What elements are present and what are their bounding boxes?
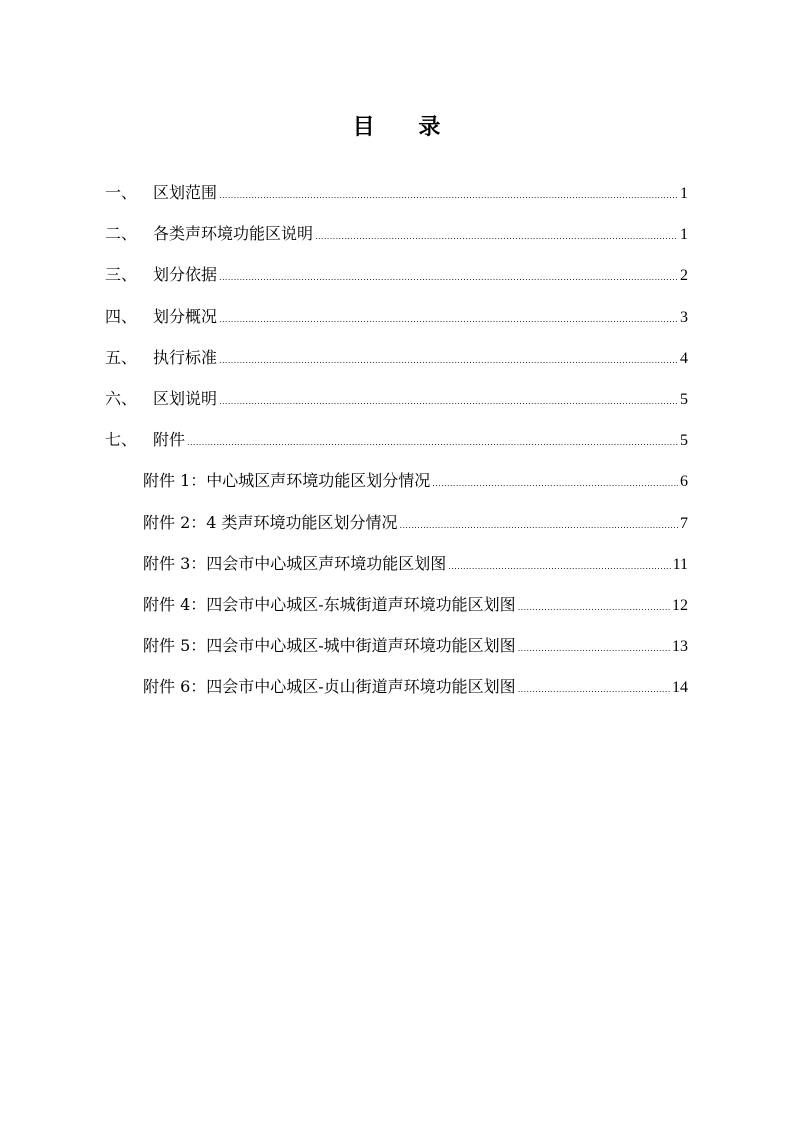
dot-leader bbox=[219, 257, 678, 298]
dot-leader bbox=[219, 340, 678, 381]
toc-entry-page: 4 bbox=[680, 349, 688, 367]
toc-subentry[interactable] bbox=[105, 584, 688, 625]
toc-entry-label: 区划范围 bbox=[153, 183, 218, 202]
toc-entry-page: 3 bbox=[680, 308, 688, 326]
dot-leader bbox=[315, 216, 678, 257]
toc-entry-label: 附件 3：四会市中心城区声环境功能区划图 bbox=[143, 553, 447, 573]
toc-entry-page: 5 bbox=[680, 390, 688, 408]
toc-entry-page: 11 bbox=[672, 555, 688, 573]
toc-entry-page: 1 bbox=[680, 226, 688, 244]
toc-entry-label: 附件 2：4 类声环境功能区划分情况 bbox=[143, 512, 398, 532]
toc-entry-page: 12 bbox=[672, 596, 688, 614]
toc-subentry[interactable] bbox=[105, 666, 688, 707]
toc-entry[interactable] bbox=[105, 419, 688, 460]
dot-leader bbox=[518, 587, 670, 628]
dot-leader bbox=[400, 505, 678, 546]
toc-entry-label: 附件 1：中心城区声环境功能区划分情况 bbox=[143, 471, 431, 491]
toc-subentry[interactable] bbox=[105, 502, 688, 543]
toc-entry-number: 五、 bbox=[105, 347, 138, 367]
toc-entry-page: 5 bbox=[680, 432, 688, 450]
page-title: 目 录 bbox=[352, 114, 459, 140]
toc-entry-label: 区划说明 bbox=[153, 388, 218, 408]
toc-subentry[interactable] bbox=[105, 460, 688, 501]
toc-entry[interactable] bbox=[105, 378, 688, 419]
toc-entry-page: 7 bbox=[680, 514, 688, 532]
toc-entry-label: 附件 5：四会市中心城区-城中街道声环境功能区划图 bbox=[143, 636, 516, 656]
toc-entry-number: 四、 bbox=[105, 306, 138, 326]
toc-entry-page: 14 bbox=[672, 679, 688, 697]
toc-entry[interactable] bbox=[105, 296, 688, 337]
toc-entry-label: 附件 bbox=[153, 430, 186, 450]
toc-subentry[interactable] bbox=[105, 625, 688, 666]
toc-entry-label: 划分概况 bbox=[153, 306, 218, 326]
toc-entry[interactable] bbox=[105, 254, 688, 295]
toc-entry-label: 各类声环境功能区说明 bbox=[153, 224, 314, 244]
dot-leader bbox=[219, 299, 678, 340]
toc-entry[interactable] bbox=[105, 213, 688, 254]
dot-leader bbox=[448, 546, 670, 587]
toc-entry-number: 七、 bbox=[105, 430, 138, 450]
toc-entry-label: 划分依据 bbox=[153, 265, 218, 285]
toc-entry[interactable] bbox=[105, 172, 688, 213]
dot-leader bbox=[187, 422, 678, 463]
dot-leader bbox=[219, 175, 678, 216]
toc-entry-label: 附件 4：四会市中心城区-东城街道声环境功能区划图 bbox=[143, 594, 516, 614]
toc-entry[interactable] bbox=[105, 337, 688, 378]
toc-entry-number: 六、 bbox=[105, 388, 138, 408]
toc-entry-number: 一、 bbox=[105, 183, 138, 202]
toc-entry-number: 三、 bbox=[105, 265, 138, 285]
dot-leader bbox=[432, 463, 678, 504]
toc-list bbox=[105, 172, 688, 707]
toc-entry-page: 2 bbox=[680, 267, 688, 285]
toc-subentry[interactable] bbox=[105, 543, 688, 584]
dot-leader bbox=[219, 381, 678, 422]
toc-entry-label: 附件 6：四会市中心城区-贞山街道声环境功能区划图 bbox=[143, 677, 516, 697]
toc-entry-page: 1 bbox=[680, 185, 688, 202]
toc-entry-number: 二、 bbox=[105, 224, 138, 244]
dot-leader bbox=[518, 628, 670, 669]
dot-leader bbox=[518, 669, 670, 710]
toc-entry-page: 13 bbox=[672, 638, 688, 656]
toc-entry-page: 6 bbox=[680, 473, 688, 491]
toc-entry-label: 执行标准 bbox=[153, 347, 218, 367]
